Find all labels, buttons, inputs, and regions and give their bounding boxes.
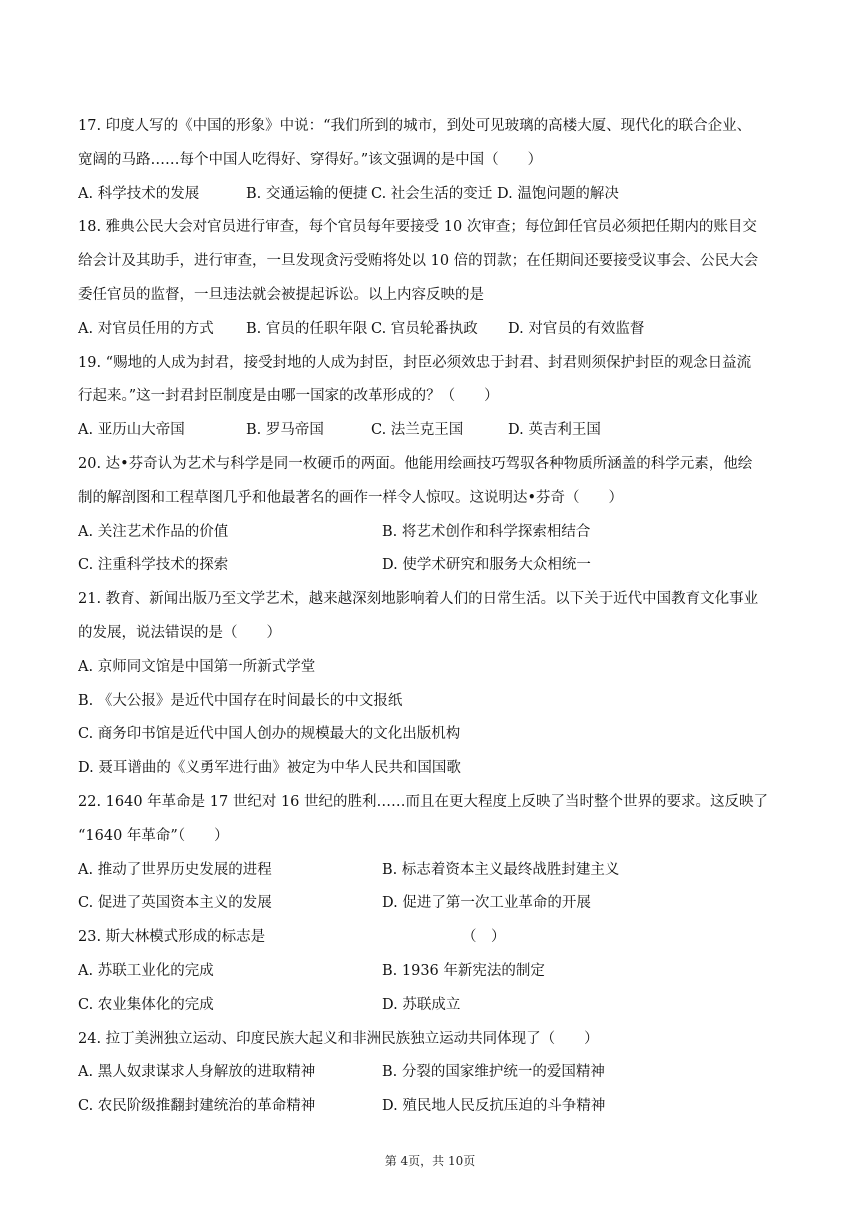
question-24-option-a: A. 黑人奴隶谋求人身解放的进取精神 bbox=[78, 1064, 316, 1081]
question-18 bbox=[78, 211, 788, 346]
question-22-options-row-2 bbox=[78, 887, 788, 921]
question-21-stem-line-2: 的发展，说法错误的是（ ） bbox=[78, 624, 281, 641]
question-17-option-c: C. 社会生活的变迁 bbox=[371, 185, 493, 202]
question-20-options-row-2 bbox=[78, 549, 788, 583]
question-21-option-c: C. 商务印书馆是近代中国人创办的规模最大的文化出版机构 bbox=[78, 726, 461, 743]
question-17-option-b: B. 交通运输的便捷 bbox=[246, 185, 368, 202]
question-23-stem-row bbox=[78, 921, 788, 955]
question-20-stem-line-1: 20. 达•芬奇认为艺术与科学是同一枚硬币的两面。他能用绘画技巧驾驭各种物质所涵盖的科学元素，他绘 bbox=[78, 455, 753, 472]
question-24-option-b: B. 分裂的国家维护统一的爱国精神 bbox=[382, 1064, 605, 1081]
question-20-option-d: D. 使学术研究和服务大众相统一 bbox=[382, 557, 591, 574]
question-23-option-a: A. 苏联工业化的完成 bbox=[78, 962, 214, 979]
question-23-stem: 23. 斯大林模式形成的标志是 bbox=[78, 929, 266, 946]
question-19-stem-line-1: 19. “赐地的人成为封君，接受封地的人成为封臣，封臣必须效忠于封君、封君则须保护封臣的观念日益流 bbox=[78, 354, 752, 371]
question-24 bbox=[78, 1023, 788, 1124]
question-18-stem-line-1: 18. 雅典公民大会对官员进行审查，每个官员每年要接受 10 次审查；每位卸任官员必须把任期内的账目交 bbox=[78, 219, 757, 236]
question-19-option-b: B. 罗马帝国 bbox=[246, 422, 324, 439]
question-21-option-d: D. 聂耳谱曲的《义勇军进行曲》被定为中华人民共和国国歌 bbox=[78, 760, 461, 777]
question-20-option-c: C. 注重科学技术的探索 bbox=[78, 557, 229, 574]
question-18-option-b: B. 官员的任职年限 bbox=[246, 320, 368, 337]
question-20-stem-line-2: 制的解剖图和工程草图几乎和他最著名的画作一样令人惊叹。这说明达•芬奇（ ） bbox=[78, 489, 624, 506]
question-24-options-row-1 bbox=[78, 1056, 788, 1090]
question-18-option-a: A. 对官员任用的方式 bbox=[78, 320, 214, 337]
question-19-stem-line-2: 行起来。”这一封君封臣制度是由哪一国家的改革形成的？（ ） bbox=[78, 388, 499, 405]
question-23-answer-bracket: （ ） bbox=[462, 929, 506, 946]
question-19-option-d: D. 英吉利王国 bbox=[508, 422, 601, 439]
question-22 bbox=[78, 786, 788, 921]
question-18-options bbox=[78, 313, 788, 347]
question-22-option-a: A. 推动了世界历史发展的进程 bbox=[78, 861, 272, 878]
question-19-option-c: C. 法兰克王国 bbox=[371, 422, 464, 439]
question-23-option-b: B. 1936 年新宪法的制定 bbox=[382, 962, 545, 979]
question-22-stem-line-2: “1640 年革命”（ ） bbox=[78, 827, 229, 844]
question-21-option-b: B. 《大公报》是近代中国存在时间最长的中文报纸 bbox=[78, 692, 403, 709]
question-24-stem-line-1: 24. 拉丁美洲独立运动、印度民族大起义和非洲民族独立运动共同体现了（ ） bbox=[78, 1030, 599, 1047]
question-17-options bbox=[78, 178, 788, 212]
question-21 bbox=[78, 583, 788, 786]
question-17-stem-line-2: 宽阔的马路……每个中国人吃得好、穿得好。”该文强调的是中国（ ） bbox=[78, 151, 543, 168]
question-21-option-a: A. 京师同文馆是中国第一所新式学堂 bbox=[78, 658, 316, 675]
question-20 bbox=[78, 448, 788, 583]
question-20-option-a: A. 关注艺术作品的价值 bbox=[78, 523, 229, 540]
question-18-option-d: D. 对官员的有效监督 bbox=[508, 320, 645, 337]
question-23-option-d: D. 苏联成立 bbox=[382, 996, 461, 1013]
question-19-options bbox=[78, 414, 788, 448]
question-24-option-d: D. 殖民地人民反抗压迫的斗争精神 bbox=[382, 1098, 606, 1115]
question-17 bbox=[78, 110, 788, 211]
question-18-stem-line-2: 给会计及其助手，进行审查，一旦发现贪污受贿将处以 10 倍的罚款；在任期间还要接受议事会、公民大会 bbox=[78, 253, 759, 270]
question-21-stem-line-1: 21. 教育、新闻出版乃至文学艺术，越来越深刻地影响着人们的日常生活。以下关于近代中国教育文化事业 bbox=[78, 591, 759, 608]
question-20-options-row-1 bbox=[78, 516, 788, 550]
question-17-option-a: A. 科学技术的发展 bbox=[78, 185, 200, 202]
question-19-option-a: A. 亚历山大帝国 bbox=[78, 422, 185, 439]
question-list bbox=[78, 110, 788, 1124]
question-24-option-c: C. 农民阶级推翻封建统治的革命精神 bbox=[78, 1098, 316, 1115]
question-22-option-b: B. 标志着资本主义最终战胜封建主义 bbox=[382, 861, 620, 878]
question-24-options-row-2 bbox=[78, 1090, 788, 1124]
question-23-option-c: C. 农业集体化的完成 bbox=[78, 996, 214, 1013]
question-17-option-d: D. 温饱问题的解决 bbox=[497, 185, 619, 202]
question-22-option-c: C. 促进了英国资本主义的发展 bbox=[78, 895, 272, 912]
question-22-option-d: D. 促进了第一次工业革命的开展 bbox=[382, 895, 591, 912]
question-23-options-row-2 bbox=[78, 989, 788, 1023]
question-23-options-row-1 bbox=[78, 955, 788, 989]
question-18-option-c: C. 官员轮番执政 bbox=[371, 320, 478, 337]
question-20-option-b: B. 将艺术创作和科学探索相结合 bbox=[382, 523, 591, 540]
question-19 bbox=[78, 347, 788, 448]
question-23 bbox=[78, 921, 788, 1022]
question-22-options-row-1 bbox=[78, 854, 788, 888]
question-18-stem-line-3: 委任官员的监督，一旦违法就会被提起诉讼。以上内容反映的是 bbox=[78, 286, 484, 303]
question-17-stem-line-1: 17. 印度人写的《中国的形象》中说：“我们所到的城市，到处可见玻璃的高楼大厦、现代化的联合企业、 bbox=[78, 118, 752, 134]
page-footer: 第 4页，共 10页 bbox=[384, 1154, 476, 1168]
question-22-stem-line-1: 22. 1640 年革命是 17 世纪对 16 世纪的胜利……而且在更大程度上反映了当时整个世界的要求。这反映了 bbox=[78, 793, 769, 810]
